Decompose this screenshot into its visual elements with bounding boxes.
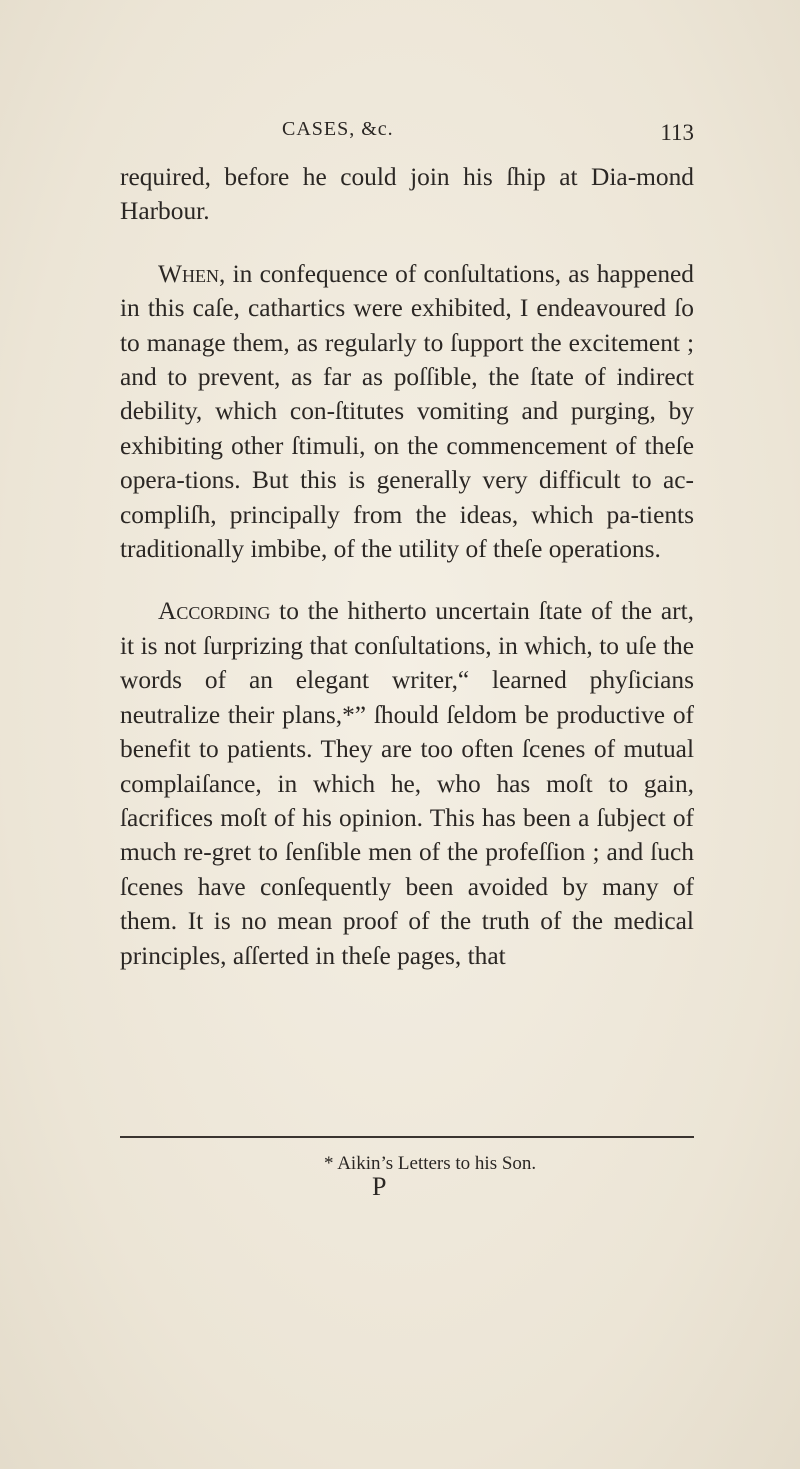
lead-word: When,	[158, 259, 226, 288]
paragraph-text: in confequence of conſultations, as happened in this caſe, cathartics were exhibited, I endeavoured ſo to manage them, as regularly to ſupport the excitement ; and to prevent, as far as poſſible, the ſtate of indirect debility, which con-ſtitutes vomiting and purging, by exhibiting other ſtimuli, on the commencement of theſe opera-tions. But this is generally very difficult to ac-compliſh, principally from the ideas, which pa-tients traditionally imbibe, of the utility of theſe operations.	[120, 259, 694, 564]
signature-mark: P	[372, 1172, 387, 1201]
body-text	[120, 160, 694, 973]
paragraph-2	[120, 257, 694, 567]
paragraph-3	[120, 594, 694, 972]
footnote-rule	[120, 1136, 694, 1138]
paragraph-1: required, before he could join his ſhip at Dia-mond Harbour.	[120, 163, 694, 226]
paragraph-text: to the hitherto uncertain ſtate of the art, it is not ſurprizing that conſultations, in which, to uſe the words of an elegant writer,“ learned phyſicians neutralize their plans,*” ſhould ſeldom be productive of benefit to patients. They are too often ſcenes of mutual complaiſance, in which he, who has moſt to gain, ſacrifices moſt of his opinion. This has been a ſubject of much re-gret to ſenſible men of the profeſſion ; and ſuch ſcenes have conſequently been avoided by many of them. It is no mean proof of the truth of the medical principles, aſſerted in theſe pages, that	[120, 597, 694, 970]
footnote: * Aikin’s Letters to his Son.	[324, 1153, 537, 1174]
lead-word: According	[158, 597, 271, 626]
page-number: 113	[660, 120, 694, 145]
page-header	[120, 118, 694, 154]
running-head: CASES, &c.	[282, 118, 394, 140]
